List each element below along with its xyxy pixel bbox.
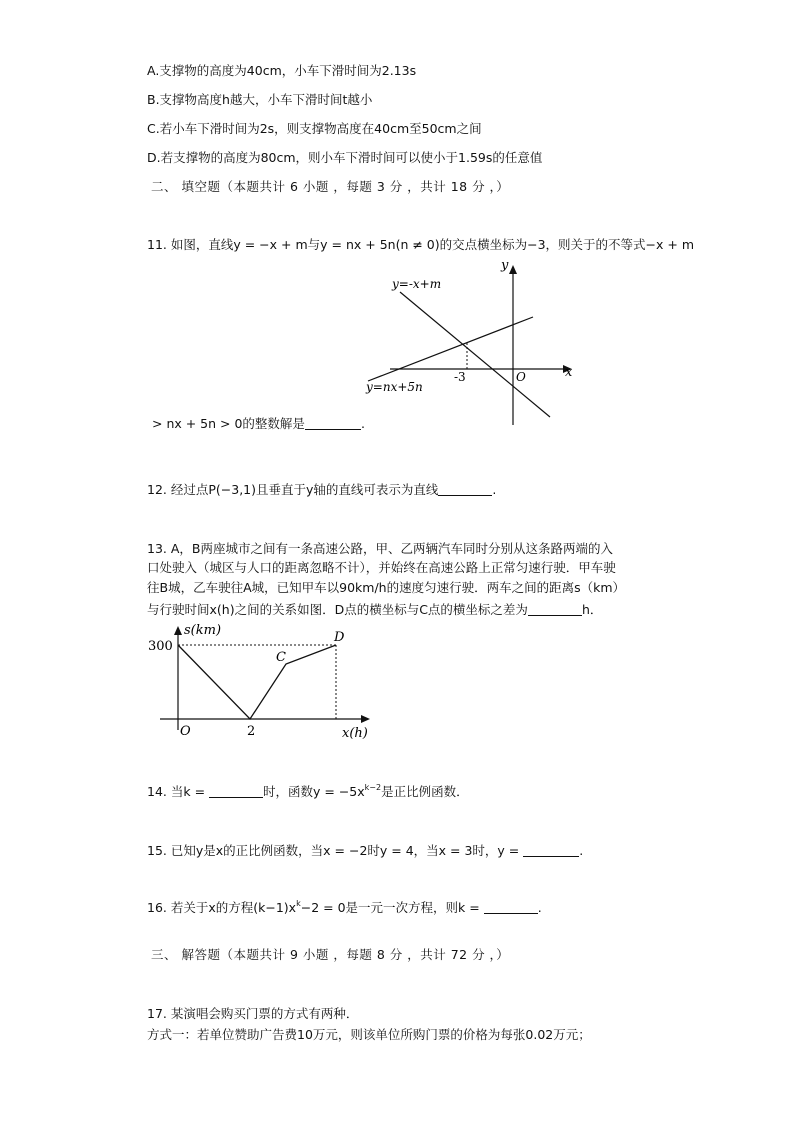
q11-tick-label: -3	[454, 370, 466, 384]
q11-cont-end: .	[360, 416, 365, 431]
q14-exponent: k−2	[364, 783, 382, 792]
q11-answer-blank[interactable]	[305, 416, 361, 430]
question-13-line-3: 往B城，乙车驶往A城，已知甲车以90km/h的速度匀速行驶．两车之间的距离s（km）	[147, 580, 626, 595]
option-a: A.支撑物的高度为40cm，小车下滑时间为2.13s	[147, 63, 417, 78]
q13-point-d: D	[334, 630, 345, 645]
q16-answer-blank[interactable]	[484, 900, 538, 914]
question-17-line-2: 方式一：若单位赞助广告费10万元，则该单位所购门票的价格为每张0.02万元；	[147, 1027, 591, 1042]
q13-distance-graph	[178, 645, 336, 719]
question-17-line-1: 17. 某演唱会购买门票的方式有两种．	[147, 1006, 359, 1021]
q11-y-arrow	[509, 265, 517, 274]
q11-label-line-neg: y=-x+m	[392, 277, 442, 291]
q14-end: 是正比例函数．	[381, 784, 469, 799]
q15-answer-blank[interactable]	[523, 843, 579, 857]
q13-point-c: C	[276, 650, 286, 665]
q11-cont-text: > nx + 5n > 0的整数解是	[152, 416, 305, 431]
question-14	[147, 783, 469, 801]
question-11-continuation	[152, 415, 365, 433]
question-13-line-2: 口处驶入（城区与人口的距离忽略不计），并始终在高速公路上正常匀速行驶．甲车驶	[147, 560, 616, 575]
q12-text: 12. 经过点P(−3,1)且垂直于y轴的直线可表示为直线	[147, 482, 439, 497]
option-c: C.若小车下滑时间为2s，则支撑物高度在40cm至50cm之间	[147, 121, 482, 136]
q13-end: h．	[581, 602, 603, 617]
q14-middle: 时，函数y = −5x	[263, 784, 365, 799]
q11-line-pos	[368, 317, 533, 381]
q15-text: 15. 已知y是x的正比例函数，当x = −2时y = 4，当x = 3时，y =	[147, 843, 524, 858]
section-heading-solve: 三、 解答题（本题共计 9 小题 ，每题 8 分 ，共计 72 分 ，）	[151, 947, 510, 962]
q11-x-label: x	[565, 365, 573, 380]
q11-origin: O	[516, 370, 526, 384]
q13-y-tick: 300	[148, 639, 173, 654]
question-11-text: 11. 如图，直线y = −x + m与y = nx + 5n(n ≠ 0)的交点横坐标为−3，则关于的不等式−x + m	[147, 237, 695, 252]
q13-origin: O	[180, 724, 191, 739]
q14-answer-blank[interactable]	[209, 784, 263, 798]
q15-end: .	[579, 843, 584, 858]
q13-answer-blank[interactable]	[528, 602, 582, 616]
q16-exponent: k	[296, 899, 301, 908]
question-13-line-4	[147, 601, 602, 619]
question-12	[147, 481, 496, 499]
option-d: D.若支撑物的高度为80cm，则小车下滑时间可以使小于1.59s的任意值	[147, 150, 543, 165]
q13-figure	[140, 620, 380, 745]
q12-end: .	[492, 482, 497, 497]
question-13-line-1: 13. A，B两座城市之间有一条高速公路，甲、乙两辆汽车同时分别从这条路两端的入	[147, 541, 613, 556]
q16-middle: −2 = 0是一元一次方程，则k =	[300, 900, 484, 915]
q11-label-line-pos: y=nx+5n	[366, 380, 423, 394]
q16-end: .	[537, 900, 542, 915]
section-heading-fill-in: 二、 填空题（本题共计 6 小题 ，每题 3 分 ，共计 18 分 ，）	[151, 179, 510, 194]
q13-y-arrow	[174, 626, 182, 635]
q13-x-label: x(h)	[342, 726, 368, 741]
q11-line-neg	[400, 292, 550, 417]
q11-y-label: y	[501, 258, 509, 273]
q14-text: 14. 当k =	[147, 784, 210, 799]
q13-y-label: s(km)	[184, 623, 222, 638]
q13-x-tick: 2	[247, 724, 256, 739]
question-15	[147, 842, 583, 860]
q13-text: 与行驶时间x(h)之间的关系如图．D点的横坐标与C点的横坐标之差为	[147, 602, 528, 617]
option-b: B.支撑物高度h越大，小车下滑时间t越小	[147, 92, 373, 107]
question-16	[147, 899, 542, 917]
q12-answer-blank[interactable]	[438, 482, 492, 496]
q16-text: 16. 若关于x的方程(k−1)x	[147, 900, 297, 915]
q13-x-arrow	[361, 715, 370, 723]
q11-figure	[360, 255, 585, 430]
